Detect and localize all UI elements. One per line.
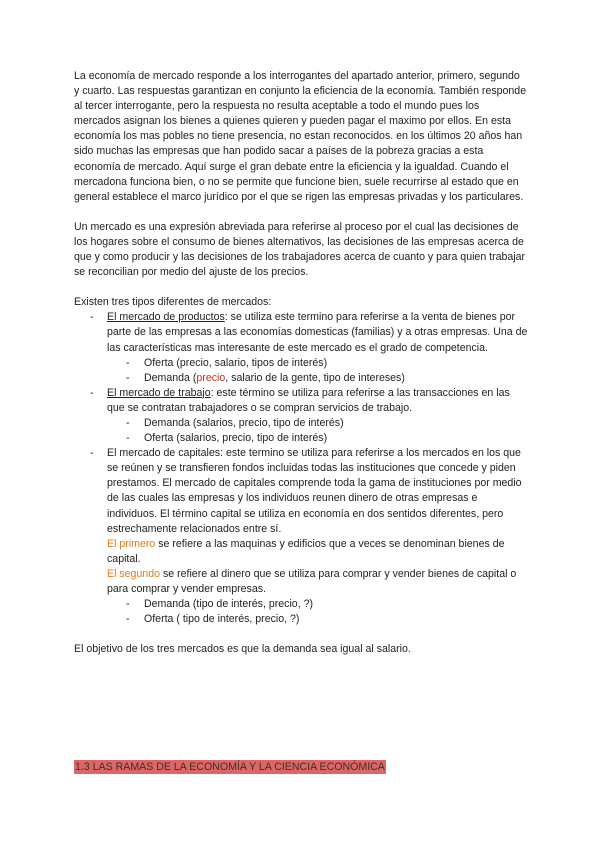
capital-segundo-line: [107, 567, 528, 597]
sub-item-demanda: [74, 597, 528, 612]
sub-item-text: Oferta (salarios, precio, tipo de interés): [144, 432, 328, 445]
list-item-mercado-trabajo: [74, 386, 528, 446]
segundo-label: El segundo: [107, 567, 161, 580]
paragraph-economia-de-mercado: La economía de mercado responde a los interrogantes del apartado anterior, primero, segundo y cuarto. Las respuestas garantizan en conjunto la eficiencia de la economía. También responde al tercer interrogante, pero la respuesta no resulta aceptable a todo el mundo pues los mercados asignan los bienes a quienes quieren y pueden pagar el maximo por ellos. En esta economía los mas pobles no tiene presencia, no estan reconocidos. en los últimos 20 años han sido muchas las empresas que han podido sacar a países de la pobreza gracias a esta economía de mercado. Aquí surge el gran debate entre la eficiencia y la igualdad. Cuando el mercadona funciona bien, o no se permite que funcione bien, suele recurrirse al estado que en general establece el marco jurídico por el que se rigen las empresas privadas y los particulares.: [74, 70, 527, 203]
mercado-trabajo-sublist: [107, 416, 528, 446]
mercado-trabajo-title: El mercado de trabajo: [107, 386, 211, 399]
document-body: [74, 69, 528, 657]
bullet-dash: -: [126, 416, 130, 429]
mercado-productos-text: : se utiliza este termino para referirse a la venta de bienes por parte de las empresas a las economías domesticas (familias) y a otras empresas. Una de las características mas interesante de este mercado es el grado de competencia.: [107, 311, 528, 354]
list-item-mercado-capitales: [74, 446, 528, 627]
sub-item-text: Oferta ( tipo de interés, precio, ?): [144, 613, 300, 626]
list-item-mercado-productos: [74, 310, 528, 385]
bullet-dash: -: [126, 598, 130, 611]
bullet-dash: -: [126, 371, 130, 384]
sub-item-text-suffix: , salario de la gente, tipo de intereses): [225, 371, 405, 384]
sub-item-oferta: [74, 612, 528, 627]
bullet-dash: -: [90, 447, 94, 460]
sub-item-demanda: [74, 416, 528, 431]
sub-item-oferta: [74, 431, 528, 446]
sub-item-text: Oferta (precio, salario, tipos de interés): [144, 356, 328, 369]
sub-item-oferta: [74, 356, 528, 371]
sub-item-demanda: [74, 371, 528, 386]
mercado-productos-title: El mercado de productos: [107, 311, 225, 324]
bullet-dash: -: [90, 311, 94, 324]
mercado-capitales-sublist: [107, 597, 528, 627]
paragraph-tipos-de-mercados: Existen tres tipos diferentes de mercados:: [74, 296, 272, 309]
segundo-text: se refiere al dinero que se utiliza para comprar y vender bienes de capital o para comprar y vender empresas.: [107, 567, 517, 595]
mercado-productos-sublist: [107, 356, 528, 386]
section-heading: 1.3 LAS RAMAS DE LA ECONOMÍA Y LA CIENCIA ECONÓMICA: [75, 761, 385, 773]
primero-label: El primero: [107, 537, 156, 550]
sub-item-text: Demanda (tipo de interés, precio, ?): [144, 598, 313, 611]
sub-item-text: Demanda (salarios, precio, tipo de interés): [144, 416, 344, 429]
capital-primero-line: [107, 537, 528, 567]
bullet-dash: -: [126, 613, 130, 626]
paragraph-objetivo: El objetivo de los tres mercados es que la demanda sea igual al salario.: [74, 643, 411, 656]
primero-text: se refiere a las maquinas y edificios que a veces se denominan bienes de capital.: [107, 537, 505, 565]
paragraph-definicion-mercado: Un mercado es una expresión abreviada para referirse al proceso por el cual las decisiones de los hogares sobre el consumo de bienes alternativos, las decisiones de las empresas acerca de que y como producir y las decisiones de los trabajadores acerca de cuanto y para quien trabajar se reconcilian por medio del ajuste de los precios.: [74, 220, 526, 279]
markets-list: [74, 310, 528, 627]
sub-item-text-prefix: Demanda (: [144, 371, 197, 384]
highlighted-word-precio: precio: [196, 371, 226, 384]
bullet-dash: -: [126, 356, 130, 369]
mercado-trabajo-text: : este término se utiliza para referirse a las transacciones en las que se contratan trabajadores o se compran servicios de trabajo.: [107, 386, 510, 414]
bullet-dash: -: [90, 386, 94, 399]
bullet-dash: -: [126, 432, 130, 445]
mercado-capitales-text: El mercado de capitales: este termino se utiliza para referirse a los mercados en los que se reúnen y se transfieren fondos incluidas todas las instituciones que concede y piden prestamos. El mercado de capitales comprende toda la gama de instituciones por medio de las cuales las empresas y los individuos reunen dinero de otras empresas e individuos. El término capital se utiliza en economía en dos sentidos diferentes, pero estrechamente relacionados entre sí.: [107, 447, 522, 535]
